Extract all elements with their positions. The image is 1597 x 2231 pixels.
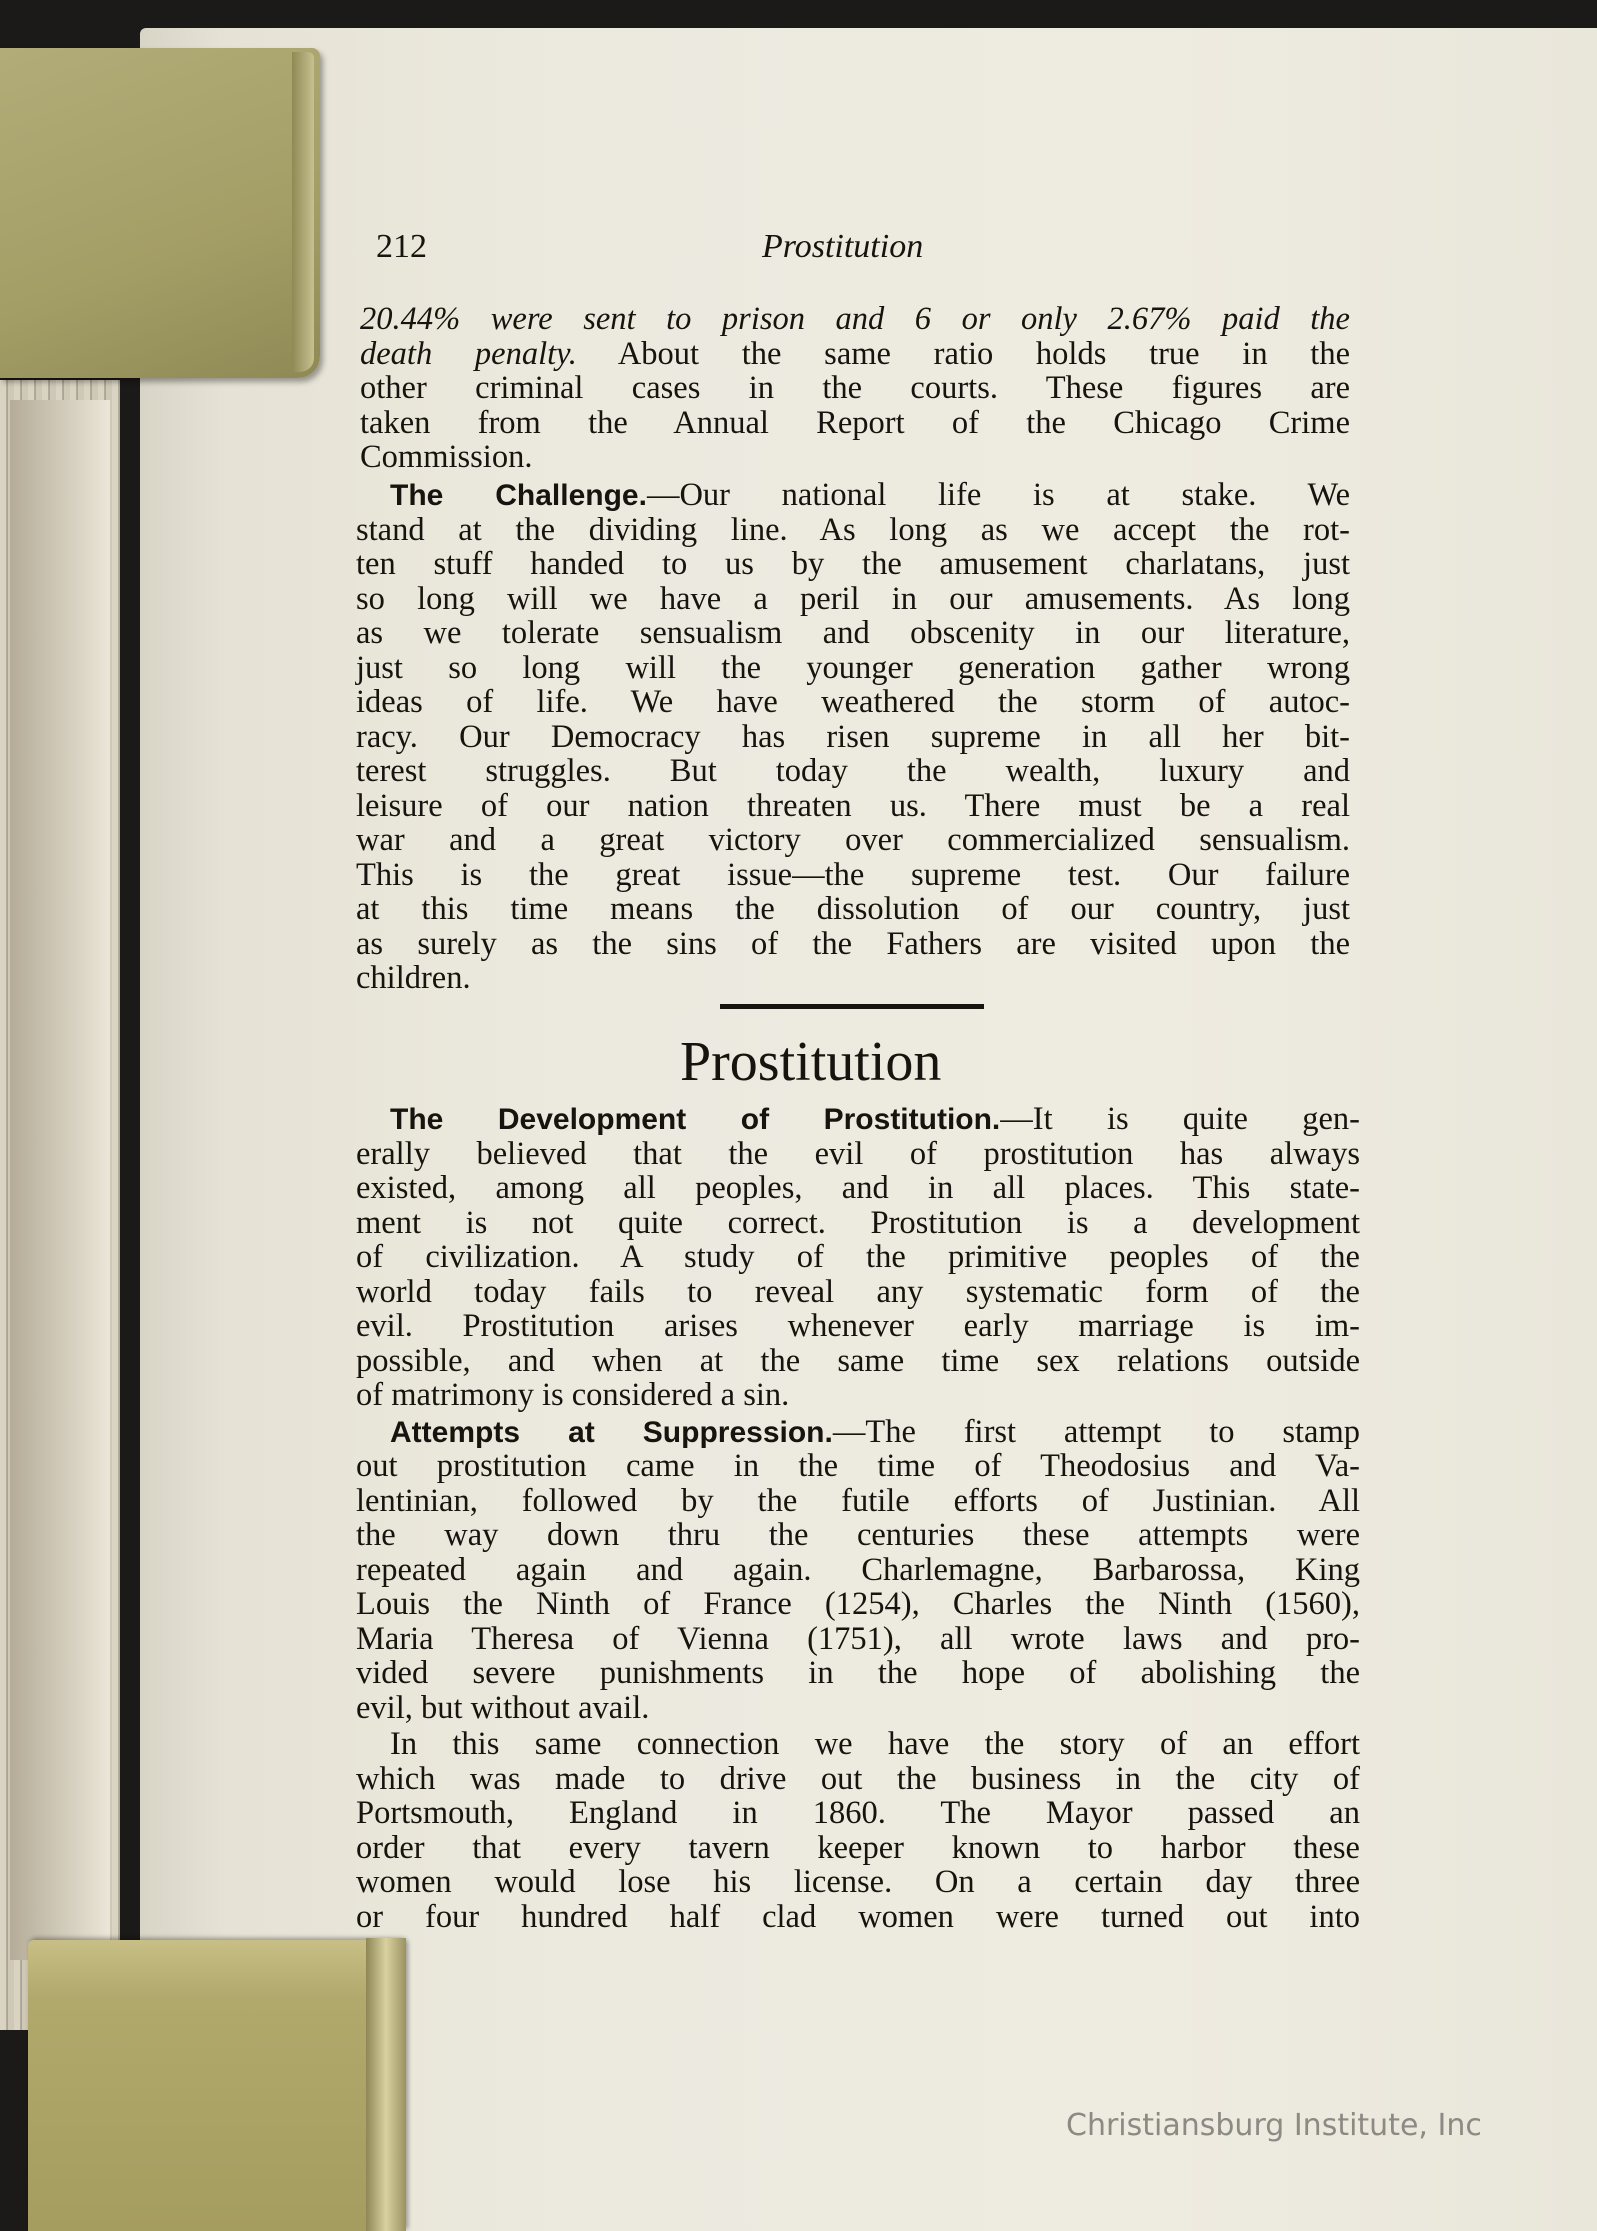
text-line: out prostitution came in the time of Theodosius and Va- (356, 1448, 1360, 1484)
text-line: world today fails to reveal any systematic form of the (356, 1273, 1360, 1310)
text-line: so long will we have a peril in our amusements. As long (356, 580, 1350, 617)
text-line: This is the great issue—the supreme test. Our failure (356, 856, 1350, 893)
text-line: terest struggles. But today the wealth, luxury and (356, 753, 1350, 789)
text-line: as surely as the sins of the Fathers are visited upon the (356, 925, 1350, 962)
paragraph-attempts-at-suppression (356, 1415, 1360, 1726)
text-line: 20.44% were sent to prison and 6 or only 2.67% paid the (360, 301, 1350, 337)
text-line: ment is not quite correct. Prostitution is a development (356, 1204, 1360, 1241)
paragraph-crime-statistics (360, 302, 1350, 475)
page-number: 212 (376, 228, 427, 265)
text-line: death penalty. About the same ratio holds true in the (360, 335, 1350, 372)
text-line: Portsmouth, England in 1860. The Mayor passed an (356, 1795, 1360, 1831)
section-heading: Prostitution (680, 1031, 942, 1093)
text-line: erally believed that the evil of prostitution has always (356, 1135, 1360, 1172)
text-line: other criminal cases in the courts. These figures are (360, 370, 1350, 406)
section-divider (720, 1004, 984, 1009)
paragraph-portsmouth (356, 1727, 1360, 1934)
text-line: order that every tavern keeper known to harbor these (356, 1829, 1360, 1866)
text-line: lentinian, followed by the futile efforts of Justinian. All (356, 1482, 1360, 1519)
text-line: The Development of Prostitution.—It is quite gen- (390, 1101, 1360, 1137)
text-line: taken from the Annual Report of the Chicago Crime (360, 404, 1350, 441)
text-line: stand at the dividing line. As long as we accept the rot- (356, 511, 1350, 548)
text-line: evil, but without avail. (356, 1689, 650, 1726)
text-line: of matrimony is considered a sin. (356, 1377, 790, 1413)
paragraph-heading: The Challenge. (390, 479, 647, 512)
text-line: repeated again and again. Charlemagne, Barbarossa, King (356, 1551, 1360, 1588)
archival-tab-bottom (28, 1940, 406, 2231)
text-line: Louis the Ninth of France (1254), Charles the Ninth (1560), (356, 1586, 1360, 1622)
paragraph-development-of-prostitution (356, 1102, 1360, 1413)
text-line: Attempts at Suppression.—The first attempt to stamp (390, 1413, 1360, 1450)
text-line: just so long will the younger generation gather wrong (356, 649, 1350, 686)
text-line: evil. Prostitution arises whenever early marriage is im- (356, 1308, 1360, 1344)
text-line: leisure of our nation threaten us. There must be a real (356, 787, 1350, 824)
archival-tab-top (0, 48, 320, 378)
text-line: of civilization. A study of the primitive peoples of the (356, 1239, 1360, 1275)
archival-tab-top-fold (292, 52, 314, 372)
text-line: at this time means the dissolution of our country, just (356, 891, 1350, 927)
text-line: children. (356, 960, 471, 996)
text-line: racy. Our Democracy has risen supreme in all her bit- (356, 718, 1350, 755)
text-line: as we tolerate sensualism and obscenity in our literature, (356, 615, 1350, 651)
running-head (376, 228, 956, 272)
text-line: which was made to drive out the business in the city of (356, 1760, 1360, 1797)
text-column-lower (356, 1102, 1360, 1934)
text-line: In this same connection we have the story of an effort (390, 1726, 1360, 1762)
text-line: Maria Theresa of Vienna (1751), all wrote laws and pro- (356, 1620, 1360, 1657)
text-line: possible, and when at the same time sex relations outside (356, 1342, 1360, 1379)
archival-tab-bottom-edge (366, 1938, 406, 2231)
text-line: war and a great victory over commercialized sensualism. (356, 822, 1350, 858)
text-line: The Challenge.—Our national life is at stake. We (390, 477, 1351, 513)
paragraph-heading: Attempts at Suppression. (390, 1415, 833, 1449)
text-line: or four hundred half clad women were turned out into (356, 1898, 1360, 1935)
paragraph-the-challenge (356, 478, 1350, 996)
text-line: women would lose his license. On a certain day three (356, 1864, 1360, 1900)
book-page-stack-shade (10, 400, 110, 1960)
text-line: ten stuff handed to us by the amusement charlatans, just (356, 546, 1350, 582)
text-line: the way down thru the centuries these attempts were (356, 1517, 1360, 1553)
text-line: Commission. (360, 439, 533, 475)
text-line: ideas of life. We have weathered the storm of autoc- (356, 684, 1350, 720)
text-line: existed, among all peoples, and in all places. This state- (356, 1170, 1360, 1206)
paragraph-heading: The Development of Prostitution. (390, 1103, 1001, 1136)
running-title: Prostitution (762, 228, 924, 265)
text-line: vided severe punishments in the hope of abolishing the (356, 1655, 1360, 1691)
watermark: Christiansburg Institute, Inc (1066, 2108, 1482, 2143)
